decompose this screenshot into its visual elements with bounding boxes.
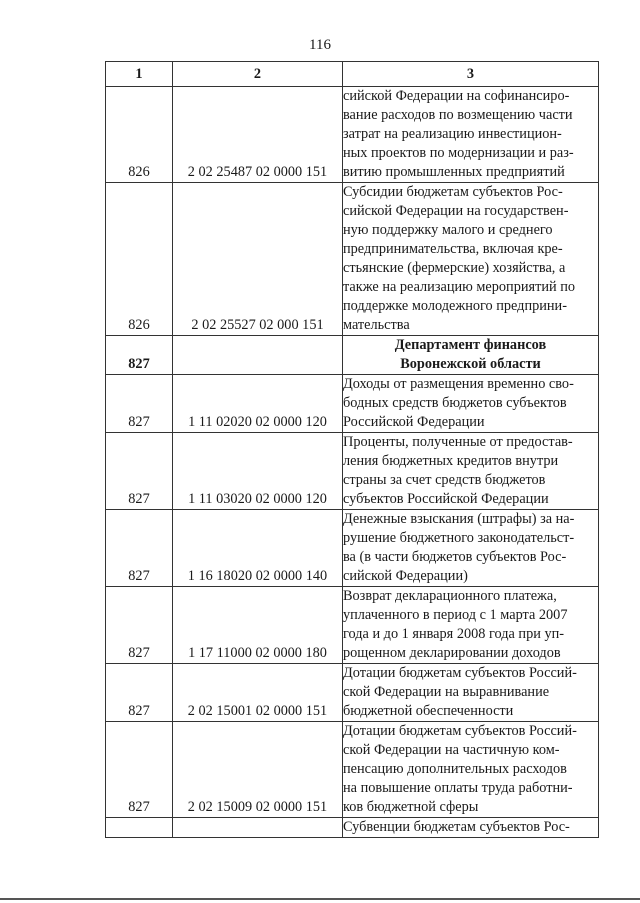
table-row (106, 818, 599, 838)
revenue-code (173, 336, 343, 375)
revenue-description (343, 433, 599, 510)
description-line: ления бюджетных кредитов внутри (343, 453, 559, 469)
revenue-code: 1 11 02020 02 0000 120 (173, 375, 343, 433)
revenue-description (343, 818, 599, 838)
description-line: ва (в части бюджетов субъектов Рос- (343, 549, 567, 565)
administrator-code: 827 (106, 587, 173, 664)
administrator-code: 826 (106, 183, 173, 336)
revenue-description (343, 87, 599, 183)
header-col-3: 3 (343, 62, 599, 87)
administrator-code: 827 (106, 722, 173, 818)
description-line: Доходы от размещения временно сво- (343, 376, 574, 392)
revenue-code (173, 818, 343, 838)
description-line: на повышение оплаты труда работни- (343, 780, 573, 796)
description-line: пенсацию дополнительных расходов (343, 761, 567, 777)
description-line: ской Федерации на выравнивание (343, 684, 550, 700)
administrator-code: 827 (106, 375, 173, 433)
description-line: бюджетной обеспеченности (343, 703, 514, 719)
description-line: Субвенции бюджетам субъектов Рос- (343, 819, 570, 835)
table-row (106, 722, 599, 818)
revenue-code: 1 17 11000 02 0000 180 (173, 587, 343, 664)
description-line: года и до 1 января 2008 года при уп- (343, 626, 565, 642)
administrator-code (106, 818, 173, 838)
bottom-rule (0, 898, 640, 900)
description-line: сийской Федерации) (343, 568, 468, 584)
description-line: сийской Федерации на софинансиро- (343, 88, 570, 104)
header-col-1: 1 (106, 62, 173, 87)
administrator-code: 827 (106, 664, 173, 722)
revenue-code: 2 02 15009 02 0000 151 (173, 722, 343, 818)
table-row (106, 375, 599, 433)
description-line: бодных средств бюджетов субъектов (343, 395, 567, 411)
revenue-code: 1 11 03020 02 0000 120 (173, 433, 343, 510)
description-line: Воронежской области (400, 356, 541, 372)
table-row (106, 433, 599, 510)
description-line: также на реализацию мероприятий по (343, 279, 576, 295)
table-body (106, 87, 599, 838)
description-line: ской Федерации на частичную ком- (343, 742, 560, 758)
revenue-description (343, 587, 599, 664)
description-line: затрат на реализацию инвестицион- (343, 126, 562, 142)
revenue-description (343, 336, 599, 375)
description-line: Проценты, полученные от предостав- (343, 434, 573, 450)
administrator-code: 826 (106, 87, 173, 183)
description-line: Дотации бюджетам субъектов Россий- (343, 665, 577, 681)
description-line: субъектов Российской Федерации (343, 491, 549, 507)
description-line: страны за счет средств бюджетов (343, 472, 546, 488)
table-row (106, 336, 599, 375)
revenue-code: 2 02 15001 02 0000 151 (173, 664, 343, 722)
description-line: рушение бюджетного законодательст- (343, 530, 575, 546)
description-line: витию промышленных предприятий (343, 164, 565, 180)
revenue-description (343, 510, 599, 587)
table-header-row (106, 62, 599, 87)
table-row (106, 87, 599, 183)
revenue-code: 2 02 25527 02 000 151 (173, 183, 343, 336)
revenue-description (343, 664, 599, 722)
description-line: Субсидии бюджетам субъектов Рос- (343, 184, 563, 200)
description-line: ков бюджетной сферы (343, 799, 479, 815)
description-line: ную поддержку малого и среднего (343, 222, 553, 238)
description-line: Российской Федерации (343, 414, 485, 430)
description-line: сийской Федерации на государствен- (343, 203, 569, 219)
description-line: Денежные взыскания (штрафы) за на- (343, 511, 575, 527)
revenue-code: 2 02 25487 02 0000 151 (173, 87, 343, 183)
description-line: стьянские (фермерские) хозяйства, а (343, 260, 566, 276)
description-line: мательства (343, 317, 410, 333)
revenue-description (343, 183, 599, 336)
administrator-code: 827 (106, 433, 173, 510)
description-line: Возврат декларационного платежа, (343, 588, 557, 604)
revenue-description (343, 375, 599, 433)
header-col-2: 2 (173, 62, 343, 87)
table-row (106, 664, 599, 722)
table-row (106, 587, 599, 664)
description-line: вание расходов по возмещению части (343, 107, 573, 123)
table-row (106, 510, 599, 587)
revenue-code: 1 16 18020 02 0000 140 (173, 510, 343, 587)
administrator-code: 827 (106, 510, 173, 587)
description-line: рощенном декларировании доходов (343, 645, 561, 661)
description-line: предпринимательства, включая кре- (343, 241, 563, 257)
description-line: Дотации бюджетам субъектов Россий- (343, 723, 577, 739)
revenue-description (343, 722, 599, 818)
page-number: 116 (309, 37, 331, 53)
administrator-code: 827 (106, 336, 173, 375)
table-row (106, 183, 599, 336)
budget-code-table (105, 61, 599, 838)
description-line: Департамент финансов (394, 337, 547, 353)
description-line: ных проектов по модернизации и раз- (343, 145, 574, 161)
description-line: поддержке молодежного предприни- (343, 298, 567, 314)
description-line: уплаченного в период с 1 марта 2007 (343, 607, 568, 623)
